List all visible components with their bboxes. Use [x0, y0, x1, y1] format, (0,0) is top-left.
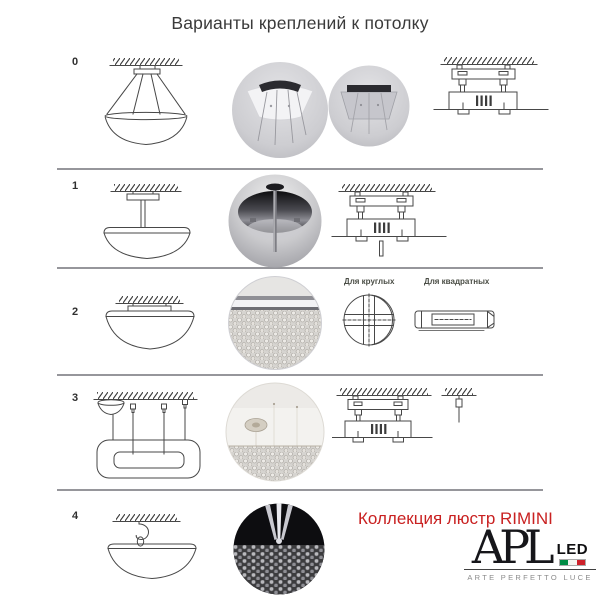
rod-mount-drawing: [100, 184, 195, 262]
square-canopy-photo: [328, 65, 410, 147]
label-for-square: Для квадратных: [424, 277, 490, 286]
crystal-rim-photo: [228, 276, 322, 370]
chrome-canopy-photo: [228, 174, 322, 268]
italy-flag-icon: [559, 559, 586, 566]
flag-green-stripe: [560, 560, 568, 565]
ceiling-canopy-crystal-photo: [225, 382, 325, 482]
multi-wire-suspension-drawing: [88, 392, 210, 484]
row-number: 4: [72, 510, 79, 522]
row-0: [0, 46, 600, 168]
round-plate-diagram: [341, 292, 397, 348]
label-for-round: Для круглых: [344, 277, 395, 286]
flag-red-stripe: [577, 560, 585, 565]
mount-bracket-diagram: [432, 57, 550, 123]
page-title: Варианты креплений к потолку: [171, 13, 429, 33]
row-3: [0, 376, 600, 489]
apl-logo-text: APL: [471, 520, 549, 574]
row-number: 2: [72, 306, 79, 318]
row-number: 3: [72, 392, 79, 404]
mount-bracket-rod-diagram: [330, 184, 448, 264]
row-1: [0, 170, 600, 267]
logo-led-block: [557, 542, 589, 566]
mount-bracket-and-anchor-diagram: [332, 388, 480, 448]
flush-mount-drawing: [103, 296, 198, 356]
hook-suspension-drawing: [105, 514, 200, 584]
wire-suspension-drawing: [95, 58, 207, 148]
round-canopy-photo: [231, 61, 329, 159]
logo-top: [464, 520, 596, 574]
row-number: 1: [72, 180, 79, 192]
brand-logo: [464, 520, 596, 583]
row-number: 0: [72, 56, 79, 68]
row-2: [0, 269, 600, 374]
row-4: [0, 491, 600, 600]
led-logo-text: LED: [556, 541, 589, 559]
collection-note: Коллекция люстр RIMINI: [358, 509, 553, 528]
logo-tagline: ARTE PERFETTO LUCE: [467, 573, 593, 583]
chrome-fork-crystal-photo: [233, 503, 325, 595]
flag-white-stripe: [568, 560, 576, 565]
bar-plate-diagram: [412, 302, 500, 338]
